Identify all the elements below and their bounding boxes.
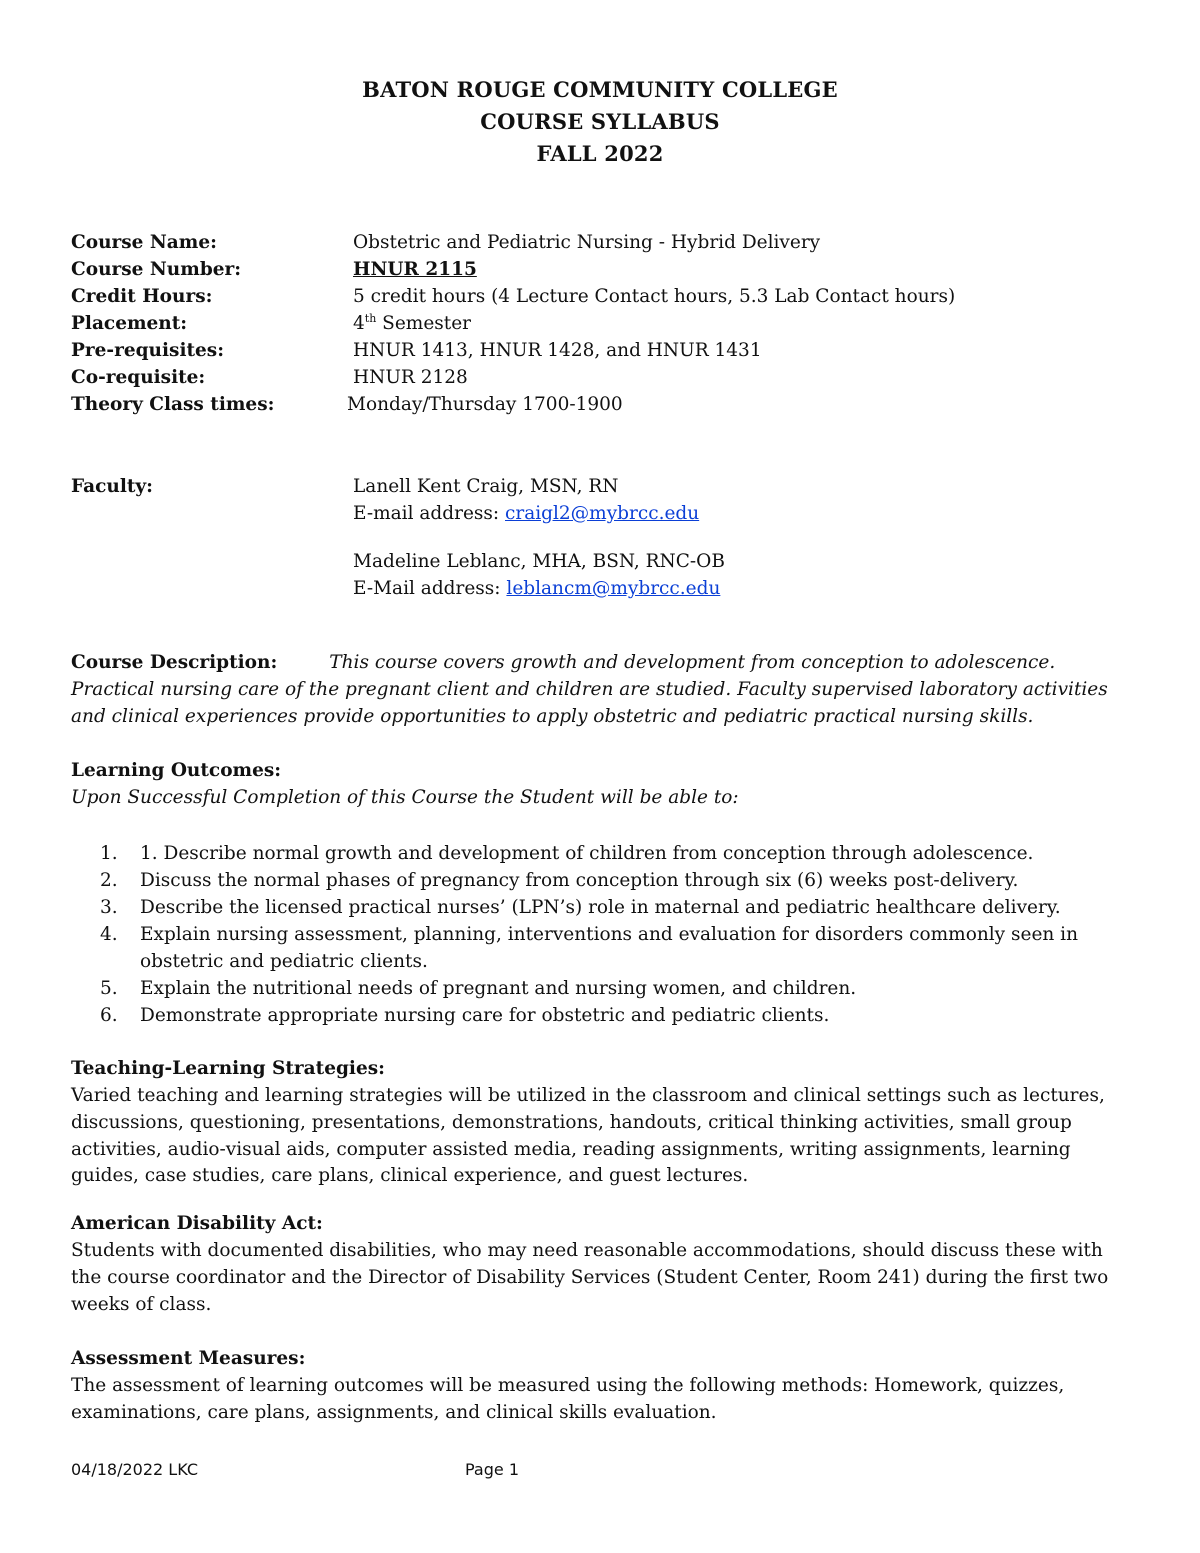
email-label: E-Mail address: <box>353 578 507 599</box>
list-text: Demonstrate appropriate nursing care for obstetric and pediatric clients. <box>140 1005 830 1026</box>
faculty-name-2: Madeline Leblanc, MHA, BSN, RNC-OB <box>353 551 725 572</box>
credit-hours-label: Credit Hours: <box>71 286 213 307</box>
credit-hours-value: 5 credit hours (4 Lecture Contact hours, 5.3 Lab Contact hours) <box>353 286 956 307</box>
assessment-text: The assessment of learning outcomes will be measured using the following methods: Homework, quizzes, examinations, care plans, assignments, and clinical skills evaluation. <box>71 1375 1065 1423</box>
list-text: Explain nursing assessment, planning, interventions and evaluation for disorders commonly seen in obstetric and pediatric clients. <box>140 924 1079 972</box>
list-text: Explain the nutritional needs of pregnant and nursing women, and children. <box>140 978 857 999</box>
faculty-name-1: Lanell Kent Craig, MSN, RN <box>353 476 619 497</box>
class-times-value: Monday/Thursday 1700-1900 <box>347 394 623 415</box>
prerequisites-value: HNUR 1413, HNUR 1428, and HNUR 1431 <box>353 340 762 361</box>
list-number: 6. <box>100 1005 118 1026</box>
course-description-label: Course Description: <box>71 652 278 673</box>
faculty-label: Faculty: <box>71 476 153 497</box>
learning-outcomes-intro: Upon Successful Completion of this Course the Student will be able to: <box>71 787 739 808</box>
faculty-email-line-1 <box>353 500 699 527</box>
ada-title: American Disability Act: <box>71 1213 323 1234</box>
course-number-value: HNUR 2115 <box>353 259 477 280</box>
assessment-title: Assessment Measures: <box>71 1348 306 1369</box>
list-number: 1. <box>100 843 118 864</box>
course-description <box>71 650 1131 730</box>
email-label: E-mail address: <box>353 503 505 524</box>
learning-outcomes-title: Learning Outcomes: <box>71 760 282 781</box>
list-text: Describe the licensed practical nurses’ (LPN’s) role in maternal and pediatric healthcare delivery. <box>140 897 1061 918</box>
teaching-strategies-title: Teaching-Learning Strategies: <box>71 1058 385 1079</box>
term: FALL 2022 <box>536 141 664 166</box>
list-number: 4. <box>100 924 118 945</box>
list-number: 3. <box>100 897 118 918</box>
faculty-email-line-2 <box>353 575 720 602</box>
document-header <box>0 74 1200 170</box>
placement-rest: Semester <box>376 313 472 334</box>
list-item <box>100 894 1100 921</box>
course-description-text-1: This course covers growth and development from conception to adolescence. <box>329 652 1056 673</box>
list-text: 1. Describe normal growth and development of children from conception through adolescence. <box>140 843 1034 864</box>
document-type: COURSE SYLLABUS <box>480 109 720 134</box>
course-name-value: Obstetric and Pediatric Nursing - Hybrid Delivery <box>353 232 821 253</box>
placement-number: 4 <box>353 313 365 334</box>
course-name-label: Course Name: <box>71 232 217 253</box>
corequisite-label: Co-requisite: <box>71 367 206 388</box>
college-name: BATON ROUGE COMMUNITY COLLEGE <box>362 77 838 102</box>
placement-label: Placement: <box>71 313 188 334</box>
list-item <box>100 921 1100 975</box>
list-item <box>100 975 1100 1002</box>
course-number-label: Course Number: <box>71 259 242 280</box>
corequisite-value: HNUR 2128 <box>353 367 468 388</box>
faculty-email-link-1[interactable]: craigl2@mybrcc.edu <box>505 503 700 524</box>
teaching-strategies-text: Varied teaching and learning strategies will be utilized in the classroom and clinical settings such as lectures, discussions, questioning, presentations, demonstrations, handouts, critical thinking activities, small group activities, audio-visual aids, computer assisted media, reading assignments, writing assignments, learning guides, case studies, care plans, clinical experience, and guest lectures. <box>71 1085 1105 1187</box>
placement-ordinal: th <box>364 311 377 325</box>
ada-text: Students with documented disabilities, who may need reasonable accommodations, should discuss these with the course coordinator and the Director of Disability Services (Student Center, Room 241) during the first two weeks of class. <box>71 1240 1109 1315</box>
list-item <box>100 867 1100 894</box>
faculty-email-link-2[interactable]: leblancm@mybrcc.edu <box>506 578 721 599</box>
placement-value <box>353 310 471 337</box>
footer-revision: 04/18/2022 LKC <box>71 1460 199 1479</box>
footer-page-number: Page 1 <box>465 1460 519 1479</box>
course-description-text-2: Practical nursing care of the pregnant client and children are studied. Faculty supervised laboratory activities and clinical experiences provide opportunities to apply obstetric and pediatric practical nursing skills. <box>71 678 1108 727</box>
list-number: 5. <box>100 978 118 999</box>
list-item <box>100 840 1100 867</box>
learning-outcomes-list <box>100 840 1100 1029</box>
list-number: 2. <box>100 870 118 891</box>
class-times-label: Theory Class times: <box>71 394 275 415</box>
prerequisites-label: Pre-requisites: <box>71 340 225 361</box>
list-text: Discuss the normal phases of pregnancy from conception through six (6) weeks post-delivery. <box>140 870 1019 891</box>
list-item <box>100 1002 1100 1029</box>
